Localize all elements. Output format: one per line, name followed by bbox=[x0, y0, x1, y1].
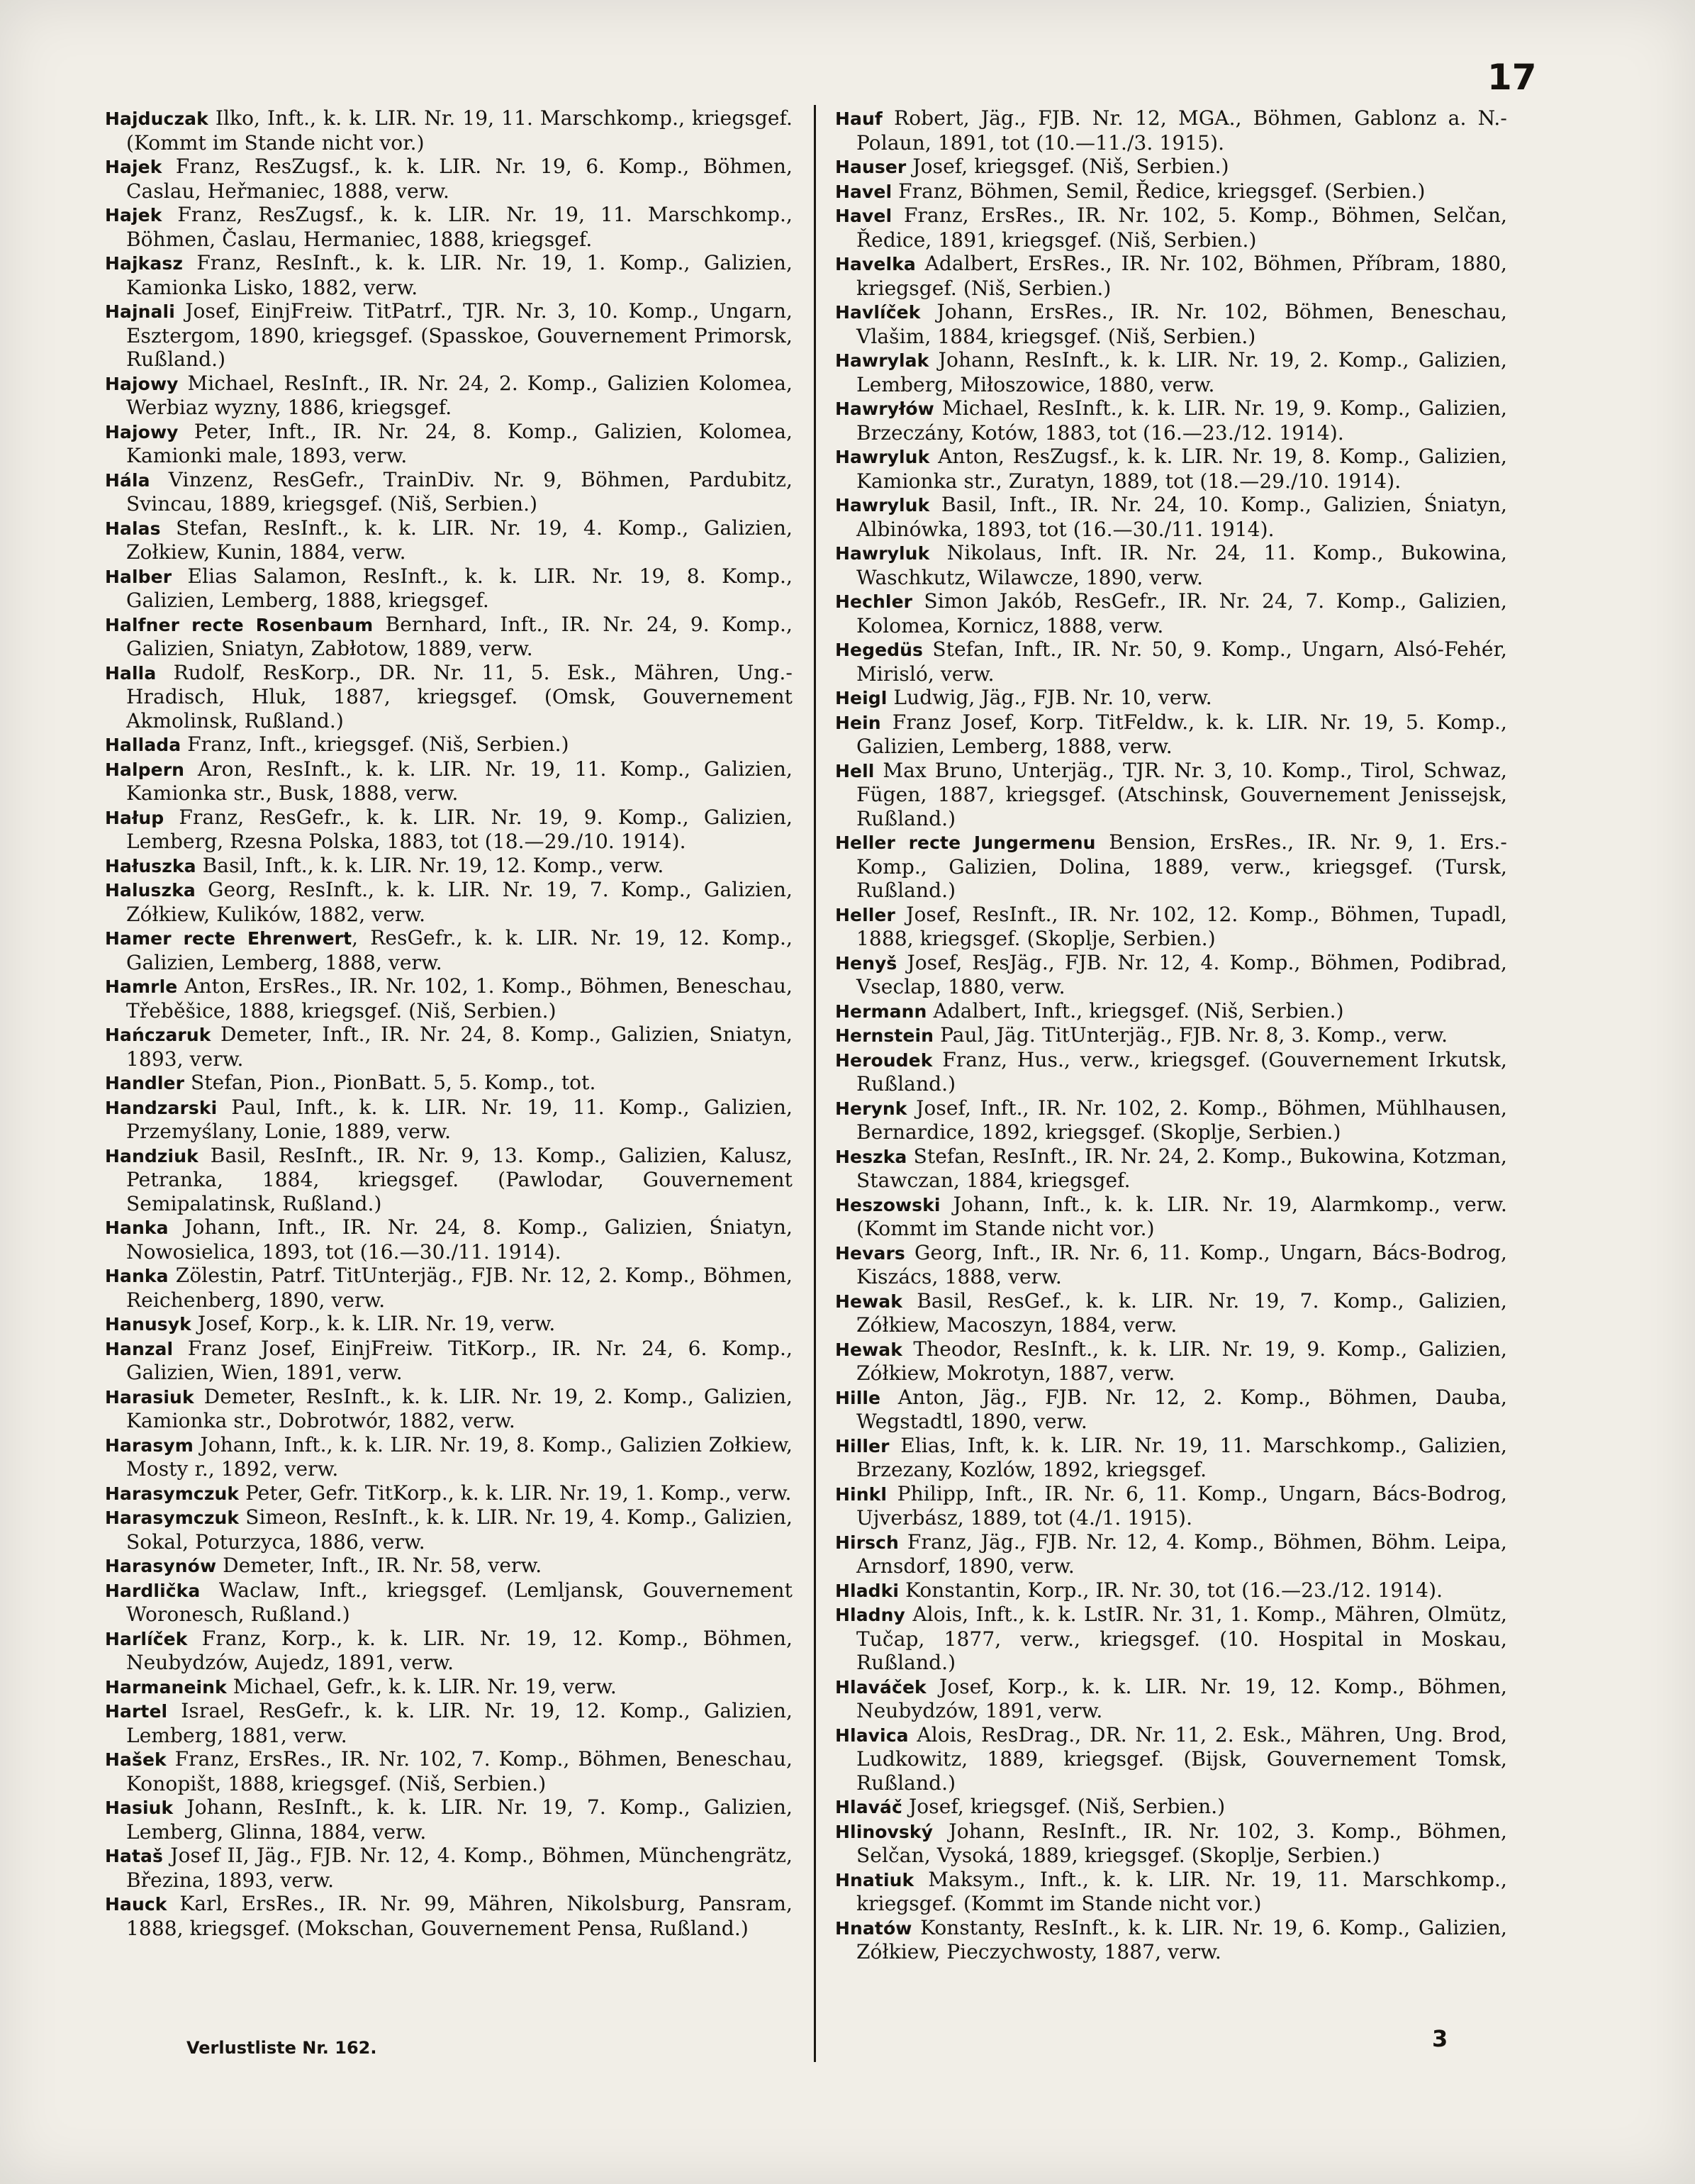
entry-surname: Hajduczak bbox=[105, 108, 208, 129]
entry-details: Paul, Inft., k. k. LIR. Nr. 19, 11. Komp., Galizien, Przemyślany, Lonie, 1889, verw. bbox=[126, 1095, 793, 1143]
entry-surname: Havel bbox=[835, 206, 893, 226]
entry-details: Philipp, Inft., IR. Nr. 6, 11. Komp., Ungarn, Bács-Bodrog, Ujverbász, 1889, tot (4./1. 1915). bbox=[856, 1481, 1507, 1530]
casualty-entry bbox=[105, 1481, 793, 1506]
casualty-entry bbox=[105, 1312, 793, 1337]
entry-details: Vinzenz, ResGefr., TrainDiv. Nr. 9, Böhmen, Pardubitz, Svincau, 1889, kriegsgef. (Niš, Serbien.) bbox=[126, 467, 793, 516]
entry-details: Franz, ErsRes., IR. Nr. 102, 5. Komp., Böhmen, Selčan, Ředice, 1891, kriegsgef. (Niš, Serbien.) bbox=[856, 204, 1507, 252]
casualty-entry bbox=[105, 1337, 793, 1385]
casualty-entry bbox=[835, 951, 1507, 999]
casualty-entry bbox=[105, 203, 793, 251]
entry-surname: Hewak bbox=[835, 1291, 902, 1312]
entry-surname: Hajowy bbox=[105, 421, 179, 442]
casualty-entry bbox=[835, 155, 1507, 179]
entry-details: Israel, ResGefr., k. k. LIR. Nr. 19, 12. Komp., Galizien, Lemberg, 1881, verw. bbox=[126, 1699, 793, 1747]
casualty-entry bbox=[835, 903, 1507, 951]
entry-details: Basil, ResInft., IR. Nr. 9, 13. Komp., Galizien, Kalusz, Petranka, 1884, kriegsgef. (Pawlodar, Gouvernement Semipalatinsk, Rußland.) bbox=[126, 1143, 793, 1215]
casualty-entry bbox=[835, 759, 1507, 831]
entry-surname: Halas bbox=[105, 518, 161, 539]
casualty-entry bbox=[105, 106, 793, 155]
entry-surname: Hawryłów bbox=[835, 399, 934, 419]
casualty-entry bbox=[105, 1795, 793, 1844]
entry-surname: Harasymczuk bbox=[105, 1508, 240, 1528]
entry-surname: Halfner recte Rosenbaum bbox=[105, 614, 374, 635]
entry-surname: Heroudek bbox=[835, 1049, 933, 1071]
entry-surname: Hałuszka bbox=[105, 855, 196, 876]
entry-details: , ResGefr., k. k. LIR. Nr. 19, 12. Komp., Galizien, Lemberg, 1888, verw. bbox=[126, 926, 793, 974]
entry-details: Michael, ResInft., IR. Nr. 24, 2. Komp., Galizien Kolomea, Werbiaz wyzny, 1886, kriegsgef. bbox=[126, 371, 793, 419]
entry-surname: Hnatiuk bbox=[835, 1869, 914, 1890]
entry-surname: Havlíček bbox=[835, 302, 921, 323]
entry-surname: Hamer recte Ehrenwert bbox=[105, 928, 352, 949]
entry-details: Franz, Korp., k. k. LIR. Nr. 19, 12. Komp., Böhmen, Neubydzów, Aujedz, 1891, verw. bbox=[126, 1626, 793, 1674]
casualty-entry bbox=[105, 420, 793, 468]
entry-surname: Hawryluk bbox=[835, 495, 930, 516]
entry-details: Karl, ErsRes., IR. Nr. 99, Mähren, Nikolsburg, Pansram, 1888, kriegsgef. (Mokschan, Gouvernement Pensa, Rußland.) bbox=[126, 1892, 793, 1940]
footer-signature-mark: 3 bbox=[1432, 2025, 1448, 2052]
entry-surname: Hawryluk bbox=[835, 447, 930, 467]
entry-details: Max Bruno, Unterjäg., TJR. Nr. 3, 10. Komp., Tirol, Schwaz, Fügen, 1887, kriegsgef. (Atschinsk, Gouvernement Jenissejsk, Rußland.) bbox=[856, 758, 1507, 830]
entry-details: Anton, Jäg., FJB. Nr. 12, 2. Komp., Böhmen, Dauba, Wegstadtl, 1890, verw. bbox=[856, 1385, 1507, 1433]
entry-details: Franz Josef, Korp. TitFeldw., k. k. LIR. Nr. 19, 5. Komp., Galizien, Lemberg, 1888, verw. bbox=[856, 710, 1507, 758]
entry-surname: Hajek bbox=[105, 205, 162, 225]
entry-surname: Handzarski bbox=[105, 1097, 218, 1118]
entry-details: Josef, kriegsgef. (Niš, Serbien.) bbox=[902, 1795, 1226, 1818]
casualty-entry bbox=[105, 878, 793, 926]
entry-details: Simeon, ResInft., k. k. LIR. Nr. 19, 4. Komp., Galizien, Sokal, Poturzyca, 1886, verw. bbox=[126, 1505, 793, 1554]
entry-details: Bension, ErsRes., IR. Nr. 9, 1. Ers.-Komp., Galizien, Dolina, 1889, verw., kriegsgef. (Tursk, Rußland.) bbox=[856, 830, 1507, 902]
entry-surname: Hirsch bbox=[835, 1532, 899, 1553]
entry-details: Demeter, ResInft., k. k. LIR. Nr. 19, 2. Komp., Galizien, Kamionka str., Dobrotwór, 1882, verw. bbox=[126, 1384, 793, 1432]
entry-details: Josef, EinjFreiw. TitPatrf., TJR. Nr. 3, 10. Komp., Ungarn, Esztergom, 1890, kriegsgef. (Spasskoe, Gouvernement Primorsk, Rußland.) bbox=[126, 299, 793, 371]
entry-surname: Henyš bbox=[835, 952, 897, 974]
casualty-entry bbox=[835, 445, 1507, 493]
footer-list-number: Verlustliste Nr. 162. bbox=[186, 2038, 377, 2058]
entry-surname: Hell bbox=[835, 760, 875, 781]
entry-surname: Hinkl bbox=[835, 1483, 887, 1505]
casualty-entry bbox=[835, 252, 1507, 300]
casualty-entry bbox=[105, 613, 793, 661]
casualty-entry bbox=[105, 468, 793, 516]
casualty-entry bbox=[105, 155, 793, 203]
entry-surname: Hevars bbox=[835, 1242, 905, 1264]
entry-details: Aron, ResInft., k. k. LIR. Nr. 19, 11. Komp., Galizien, Kamionka str., Busk, 1888, verw. bbox=[126, 757, 793, 805]
entry-surname: Halber bbox=[105, 566, 172, 587]
entry-details: Franz, ErsRes., IR. Nr. 102, 7. Komp., Böhmen, Beneschau, Konopišt, 1888, kriegsgef. (Niš, Serbien.) bbox=[126, 1747, 793, 1795]
entry-surname: Hechler bbox=[835, 591, 913, 612]
entry-surname: Hašek bbox=[105, 1749, 167, 1770]
entry-details: Peter, Inft., IR. Nr. 24, 8. Komp., Galizien, Kolomea, Kamionki male, 1893, verw. bbox=[126, 419, 793, 467]
entry-surname: Hajkasz bbox=[105, 253, 183, 274]
casualty-entry bbox=[105, 1144, 793, 1216]
entry-surname: Heszowski bbox=[835, 1194, 941, 1215]
entry-details: Konstantin, Korp., IR. Nr. 30, tot (16.—23./12. 1914). bbox=[899, 1578, 1443, 1602]
entry-surname: Hermann bbox=[835, 1001, 927, 1022]
casualty-entry bbox=[835, 999, 1507, 1024]
casualty-entry bbox=[835, 1820, 1507, 1868]
entry-surname: Handler bbox=[105, 1073, 185, 1093]
entry-details: Ilko, Inft., k. k. LIR. Nr. 19, 11. Marschkomp., kriegsgef. (Kommt im Stande nicht vor.) bbox=[126, 106, 793, 155]
entry-surname: Hladny bbox=[835, 1605, 905, 1625]
casualty-entry bbox=[105, 372, 793, 420]
casualty-entry bbox=[105, 757, 793, 806]
entry-surname: Hajowy bbox=[105, 373, 179, 394]
casualty-entry bbox=[835, 1482, 1507, 1530]
entry-surname: Hála bbox=[105, 469, 150, 491]
entry-details: Franz Josef, EinjFreiw. TitKorp., IR. Nr. 24, 6. Komp., Galizien, Wien, 1891, verw. bbox=[126, 1336, 793, 1384]
casualty-entry bbox=[105, 1627, 793, 1675]
casualty-entry bbox=[835, 1023, 1507, 1048]
casualty-entry bbox=[835, 1868, 1507, 1916]
casualty-entry bbox=[835, 1193, 1507, 1241]
casualty-entry bbox=[105, 299, 793, 372]
entry-surname: Havel bbox=[835, 181, 893, 202]
casualty-entry bbox=[835, 396, 1507, 445]
right-column bbox=[835, 106, 1507, 1964]
casualty-entry bbox=[105, 516, 793, 564]
entry-surname: Hewak bbox=[835, 1339, 902, 1360]
entry-details: Zölestin, Patrf. TitUnterjäg., FJB. Nr. 12, 2. Komp., Böhmen, Reichenberg, 1890, verw. bbox=[126, 1264, 793, 1312]
casualty-entry bbox=[835, 830, 1507, 903]
casualty-entry bbox=[105, 661, 793, 733]
entry-details: Alois, Inft., k. k. LstIR. Nr. 31, 1. Komp., Mähren, Olmütz, Tučap, 1877, verw., kriegsgef. (10. Hospital in Moskau, Rußland.) bbox=[856, 1603, 1507, 1674]
entry-details: Theodor, ResInft., k. k. LIR. Nr. 19, 9. Komp., Galizien, Zółkiew, Mokrotyn, 1887, verw. bbox=[856, 1337, 1507, 1385]
entry-details: Michael, ResInft., k. k. LIR. Nr. 19, 9. Komp., Galizien, Brzeczány, Kotów, 1883, tot (16.—23./12. 1914). bbox=[856, 396, 1507, 445]
casualty-entry bbox=[105, 974, 793, 1023]
entry-details: Josef, kriegsgef. (Niš, Serbien.) bbox=[906, 155, 1229, 178]
entry-surname: Hasiuk bbox=[105, 1798, 174, 1818]
casualty-entry bbox=[105, 251, 793, 299]
entry-details: Johann, ResInft., IR. Nr. 102, 3. Komp., Böhmen, Selčan, Vysoká, 1889, kriegsgef. (Skoplje, Serbien.) bbox=[856, 1819, 1507, 1867]
entry-details: Georg, ResInft., k. k. LIR. Nr. 19, 7. Komp., Galizien, Zółkiew, Kulików, 1882, verw. bbox=[126, 878, 793, 926]
entry-details: Josef, Korp., k. k. LIR. Nr. 19, 12. Komp., Böhmen, Neubydzów, 1891, verw. bbox=[856, 1674, 1507, 1722]
entry-surname: Hardlička bbox=[105, 1580, 201, 1601]
casualty-entry bbox=[835, 1048, 1507, 1096]
entry-surname: Handziuk bbox=[105, 1145, 198, 1166]
entry-surname: Hamrle bbox=[105, 976, 178, 997]
entry-surname: Hanka bbox=[105, 1218, 169, 1238]
entry-details: Josef, ResInft., IR. Nr. 102, 12. Komp., Böhmen, Tupadl, 1888, kriegsgef. (Skoplje, Serbien.) bbox=[856, 902, 1507, 950]
entry-details: Anton, ErsRes., IR. Nr. 102, 1. Komp., Böhmen, Beneschau, Třeběšice, 1888, kriegsgef. (Niš, Serbien.) bbox=[126, 974, 793, 1023]
entry-details: Franz, Böhmen, Semil, Ředice, kriegsgef. (Serbien.) bbox=[892, 179, 1426, 203]
casualty-entry bbox=[835, 1386, 1507, 1434]
entry-details: Franz, ResZugsf., k. k. LIR. Nr. 19, 11. Marschkomp., Böhmen, Časlau, Hermaniec, 1888, kriegsgef. bbox=[126, 203, 793, 251]
entry-details: Elias Salamon, ResInft., k. k. LIR. Nr. 19, 8. Komp., Galizien, Lemberg, 1888, kriegsgef. bbox=[126, 564, 793, 612]
entry-details: Stefan, ResInft., IR. Nr. 24, 2. Komp., Bukowina, Kotzman, Stawczan, 1884, kriegsgef. bbox=[856, 1144, 1507, 1192]
casualty-entry bbox=[105, 1578, 793, 1627]
entry-details: Konstanty, ResInft., k. k. LIR. Nr. 19, 6. Komp., Galizien, Zółkiew, Pieczychwosty, 1887, verw. bbox=[856, 1915, 1507, 1963]
casualty-entry bbox=[105, 1096, 793, 1144]
entry-details: Franz, Hus., verw., kriegsgef. (Gouvernement Irkutsk, Rußland.) bbox=[856, 1047, 1507, 1096]
casualty-entry bbox=[835, 1241, 1507, 1289]
page-number: 17 bbox=[1487, 57, 1537, 98]
entry-surname: Hanzal bbox=[105, 1338, 174, 1359]
entry-surname: Hajnali bbox=[105, 301, 175, 322]
entry-details: Stefan, Inft., IR. Nr. 50, 9. Komp., Ungarn, Alsó-Fehér, Mirisló, verw. bbox=[856, 637, 1507, 686]
entry-details: Josef, Inft., IR. Nr. 102, 2. Komp., Böhmen, Mühlhausen, Bernardice, 1892, kriegsgef. (Skoplje, Serbien.) bbox=[856, 1096, 1507, 1144]
entry-surname: Hauser bbox=[835, 157, 907, 177]
entry-details: Demeter, Inft., IR. Nr. 58, verw. bbox=[216, 1554, 542, 1577]
entry-details: Waclaw, Inft., kriegsgef. (Lemljansk, Gouvernement Woronesch, Rußland.) bbox=[126, 1578, 793, 1626]
entry-details: Anton, ResZugsf., k. k. LIR. Nr. 19, 8. Komp., Galizien, Kamionka str., Zuratyn, 1889, tot (18.—29./10. 1914). bbox=[856, 445, 1507, 493]
casualty-entry bbox=[105, 1385, 793, 1433]
casualty-entry bbox=[835, 1723, 1507, 1795]
casualty-entry bbox=[105, 1023, 793, 1071]
entry-details: Johann, Inft., k. k. LIR. Nr. 19, Alarmkomp., verw. (Kommt im Stande nicht vor.) bbox=[856, 1192, 1507, 1240]
entry-surname: Hauck bbox=[105, 1894, 167, 1915]
casualty-entry bbox=[835, 1337, 1507, 1386]
casualty-entry bbox=[105, 1505, 793, 1554]
casualty-entry bbox=[835, 1603, 1507, 1675]
entry-details: Adalbert, Inft., kriegsgef. (Niš, Serbien.) bbox=[927, 998, 1344, 1023]
casualty-entry bbox=[835, 348, 1507, 396]
entry-details: Basil, Inft., IR. Nr. 24, 10. Komp., Galizien, Śniatyn, Albinówka, 1893, tot (16.—30./11. 1914). bbox=[856, 493, 1507, 541]
entry-details: Franz, Inft., kriegsgef. (Niš, Serbien.) bbox=[181, 732, 569, 756]
entry-details: Simon Jakób, ResGefr., IR. Nr. 24, 7. Komp., Galizien, Kolomea, Kornicz, 1888, verw. bbox=[856, 589, 1507, 637]
entry-details: Robert, Jäg., FJB. Nr. 12, MGA., Böhmen, Gablonz a. N.-Polaun, 1891, tot (10.—11./3. 1915). bbox=[856, 106, 1507, 155]
entry-details: Michael, Gefr., k. k. LIR. Nr. 19, verw. bbox=[226, 1674, 617, 1698]
casualty-entry bbox=[105, 1554, 793, 1578]
entry-surname: Hauf bbox=[835, 108, 883, 129]
entry-details: Josef II, Jäg., FJB. Nr. 12, 4. Komp., Böhmen, Münchengrätz, Březina, 1893, verw. bbox=[126, 1844, 793, 1892]
casualty-entry bbox=[105, 564, 793, 613]
entry-details: Georg, Inft., IR. Nr. 6, 11. Komp., Ungarn, Bács-Bodrog, Kiszács, 1888, verw. bbox=[856, 1240, 1507, 1288]
entry-surname: Hartel bbox=[105, 1701, 168, 1722]
casualty-entry bbox=[105, 926, 793, 974]
casualty-entry bbox=[105, 806, 793, 854]
entry-surname: Havelka bbox=[835, 254, 916, 274]
casualty-entry bbox=[835, 637, 1507, 686]
entry-surname: Harasiuk bbox=[105, 1386, 194, 1408]
entry-details: Josef, ResJäg., FJB. Nr. 12, 4. Komp., Böhmen, Podibrad, Vseclap, 1880, verw. bbox=[856, 950, 1507, 998]
entry-details: Johann, Inft., k. k. LIR. Nr. 19, 8. Komp., Galizien Zołkiew, Mosty r., 1892, verw. bbox=[126, 1432, 793, 1481]
entry-details: Johann, ResInft., k. k. LIR. Nr. 19, 2. Komp., Galizien, Lemberg, Miłoszowice, 1880, verw. bbox=[856, 348, 1507, 396]
entry-surname: Harmaneink bbox=[105, 1676, 227, 1698]
entry-details: Stefan, ResInft., k. k. LIR. Nr. 19, 4. Komp., Galizien, Zołkiew, Kunin, 1884, verw. bbox=[126, 516, 793, 564]
entry-surname: Hegedüs bbox=[835, 640, 924, 660]
entry-surname: Hlaváč bbox=[835, 1797, 902, 1817]
casualty-entry bbox=[835, 493, 1507, 541]
entry-surname: Heigl bbox=[835, 688, 888, 708]
casualty-entry bbox=[835, 1096, 1507, 1144]
casualty-entry bbox=[835, 686, 1507, 711]
entry-details: Nikolaus, Inft. IR. Nr. 24, 11. Komp., Bukowina, Waschkutz, Wilawcze, 1890, verw. bbox=[856, 541, 1507, 589]
entry-surname: Hnatów bbox=[835, 1917, 912, 1939]
entry-details: Peter, Gefr. TitKorp., k. k. LIR. Nr. 19, 1. Komp., verw. bbox=[239, 1481, 792, 1505]
entry-details: Franz, ResZugsf., k. k. LIR. Nr. 19, 6. Komp., Böhmen, Caslau, Heřmaniec, 1888, verw. bbox=[126, 155, 793, 203]
casualty-entry bbox=[835, 1434, 1507, 1482]
entry-details: Johann, ErsRes., IR. Nr. 102, Böhmen, Beneschau, Vlašim, 1884, kriegsgef. (Niš, Serbien.) bbox=[856, 300, 1507, 348]
entry-details: Rudolf, ResKorp., DR. Nr. 11, 5. Esk., Mähren, Ung.-Hradisch, Hluk, 1887, kriegsgef. (Omsk, Gouvernement Akmolinsk, Rußland.) bbox=[126, 660, 793, 732]
entry-surname: Hanka bbox=[105, 1266, 169, 1286]
entry-details: Stefan, Pion., PionBatt. 5, 5. Komp., tot. bbox=[184, 1071, 596, 1094]
casualty-entry bbox=[835, 1578, 1507, 1603]
entry-details: Maksym., Inft., k. k. LIR. Nr. 19, 11. Marschkomp., kriegsgef. (Kommt im Stande nicht vor.) bbox=[856, 1867, 1507, 1915]
entry-surname: Hille bbox=[835, 1387, 881, 1408]
entry-surname: Harasynów bbox=[105, 1556, 217, 1576]
casualty-entry bbox=[105, 1844, 793, 1892]
left-column bbox=[105, 106, 793, 1940]
column-divider bbox=[814, 105, 816, 2062]
entry-surname: Hańczaruk bbox=[105, 1025, 211, 1045]
entry-surname: Hlavica bbox=[835, 1725, 909, 1746]
casualty-entry bbox=[105, 1264, 793, 1312]
casualty-entry bbox=[105, 732, 793, 757]
entry-surname: Heszka bbox=[835, 1146, 907, 1167]
entry-surname: Harlíček bbox=[105, 1628, 188, 1649]
entry-details: Bernhard, Inft., IR. Nr. 24, 9. Komp., Galizien, Sniatyn, Zabłotow, 1889, verw. bbox=[126, 612, 793, 660]
entry-surname: Hein bbox=[835, 712, 881, 733]
casualty-entry bbox=[835, 204, 1507, 252]
entry-surname: Hlinovský bbox=[835, 1821, 934, 1842]
entry-details: Paul, Jäg. TitUnterjäg., FJB. Nr. 8, 3. Komp., verw. bbox=[934, 1023, 1448, 1047]
casualty-entry bbox=[105, 1747, 793, 1795]
entry-surname: Hajek bbox=[105, 157, 162, 177]
entry-surname: Hlaváček bbox=[835, 1676, 927, 1698]
casualty-entry bbox=[835, 1795, 1507, 1820]
casualty-entry bbox=[105, 1675, 793, 1700]
entry-details: Elias, Inft, k. k. LIR. Nr. 19, 11. Marschkomp., Galizien, Brzezany, Kozlów, 1892, kriegsgef. bbox=[856, 1433, 1507, 1481]
entry-details: Adalbert, ErsRes., IR. Nr. 102, Böhmen, Příbram, 1880, kriegsgef. (Niš, Serbien.) bbox=[856, 252, 1507, 300]
entry-surname: Harasymczuk bbox=[105, 1483, 240, 1504]
casualty-entry bbox=[835, 1289, 1507, 1337]
entry-surname: Herynk bbox=[835, 1098, 907, 1119]
entry-surname: Haluszka bbox=[105, 880, 196, 901]
entry-surname: Hataš bbox=[105, 1846, 163, 1866]
entry-details: Josef, Korp., k. k. LIR. Nr. 19, verw. bbox=[191, 1312, 556, 1335]
entry-surname: Halpern bbox=[105, 759, 185, 780]
casualty-entry bbox=[835, 711, 1507, 759]
casualty-entry bbox=[105, 1433, 793, 1481]
entry-details: Johann, ResInft., k. k. LIR. Nr. 19, 7. Komp., Galizien, Lemberg, Glinna, 1884, verw. bbox=[126, 1795, 793, 1844]
entry-surname: Hernstein bbox=[835, 1025, 934, 1046]
entry-details: Franz, ResGefr., k. k. LIR. Nr. 19, 9. Komp., Galizien, Lemberg, Rzesna Polska, 1883, tot (18.—29./10. 1914). bbox=[126, 805, 793, 853]
casualty-entry bbox=[105, 1699, 793, 1747]
casualty-entry bbox=[835, 106, 1507, 155]
entry-surname: Hałup bbox=[105, 807, 164, 828]
entry-details: Franz, ResInft., k. k. LIR. Nr. 19, 1. Komp., Galizien, Kamionka Lisko, 1882, verw. bbox=[126, 251, 793, 299]
entry-details: Alois, ResDrag., DR. Nr. 11, 2. Esk., Mähren, Ung. Brod, Ludkowitz, 1889, kriegsgef. (Bijsk, Gouvernement Tomsk, Rußland.) bbox=[856, 1722, 1507, 1795]
entry-details: Ludwig, Jäg., FJB. Nr. 10, verw. bbox=[887, 686, 1212, 709]
entry-surname: Hawrylak bbox=[835, 350, 929, 371]
casualty-entry bbox=[835, 1675, 1507, 1723]
casualty-entry bbox=[835, 589, 1507, 637]
entry-surname: Halla bbox=[105, 662, 157, 684]
entry-details: Basil, Inft., k. k. LIR. Nr. 19, 12. Komp., verw. bbox=[196, 853, 664, 877]
entry-details: Franz, Jäg., FJB. Nr. 12, 4. Komp., Böhmen, Böhm. Leipa, Arnsdorf, 1890, verw. bbox=[856, 1530, 1507, 1578]
entry-surname: Hanusyk bbox=[105, 1314, 191, 1335]
entry-surname: Heller recte Jungermenu bbox=[835, 832, 1096, 853]
casualty-entry bbox=[835, 300, 1507, 348]
casualty-entry bbox=[835, 179, 1507, 204]
entry-surname: Heller bbox=[835, 904, 895, 925]
entry-surname: Hladki bbox=[835, 1580, 900, 1601]
casualty-entry bbox=[105, 1071, 793, 1096]
entry-details: Johann, Inft., IR. Nr. 24, 8. Komp., Galizien, Śniatyn, Nowosielica, 1893, tot (16.—30./11. 1914). bbox=[126, 1215, 793, 1264]
casualty-entry bbox=[835, 1916, 1507, 1964]
casualty-entry bbox=[835, 1144, 1507, 1193]
entry-surname: Harasym bbox=[105, 1434, 194, 1456]
casualty-entry bbox=[105, 1892, 793, 1940]
casualty-entry bbox=[835, 1530, 1507, 1578]
casualty-entry bbox=[105, 1215, 793, 1264]
entry-details: Basil, ResGef., k. k. LIR. Nr. 19, 7. Komp., Galizien, Zółkiew, Macoszyn, 1884, verw. bbox=[856, 1288, 1507, 1337]
casualty-entry bbox=[835, 541, 1507, 589]
entry-surname: Hawryluk bbox=[835, 543, 930, 564]
entry-surname: Hallada bbox=[105, 735, 181, 755]
entry-details: Demeter, Inft., IR. Nr. 24, 8. Komp., Galizien, Sniatyn, 1893, verw. bbox=[126, 1023, 793, 1071]
entry-surname: Hiller bbox=[835, 1435, 890, 1456]
casualty-entry bbox=[105, 854, 793, 879]
